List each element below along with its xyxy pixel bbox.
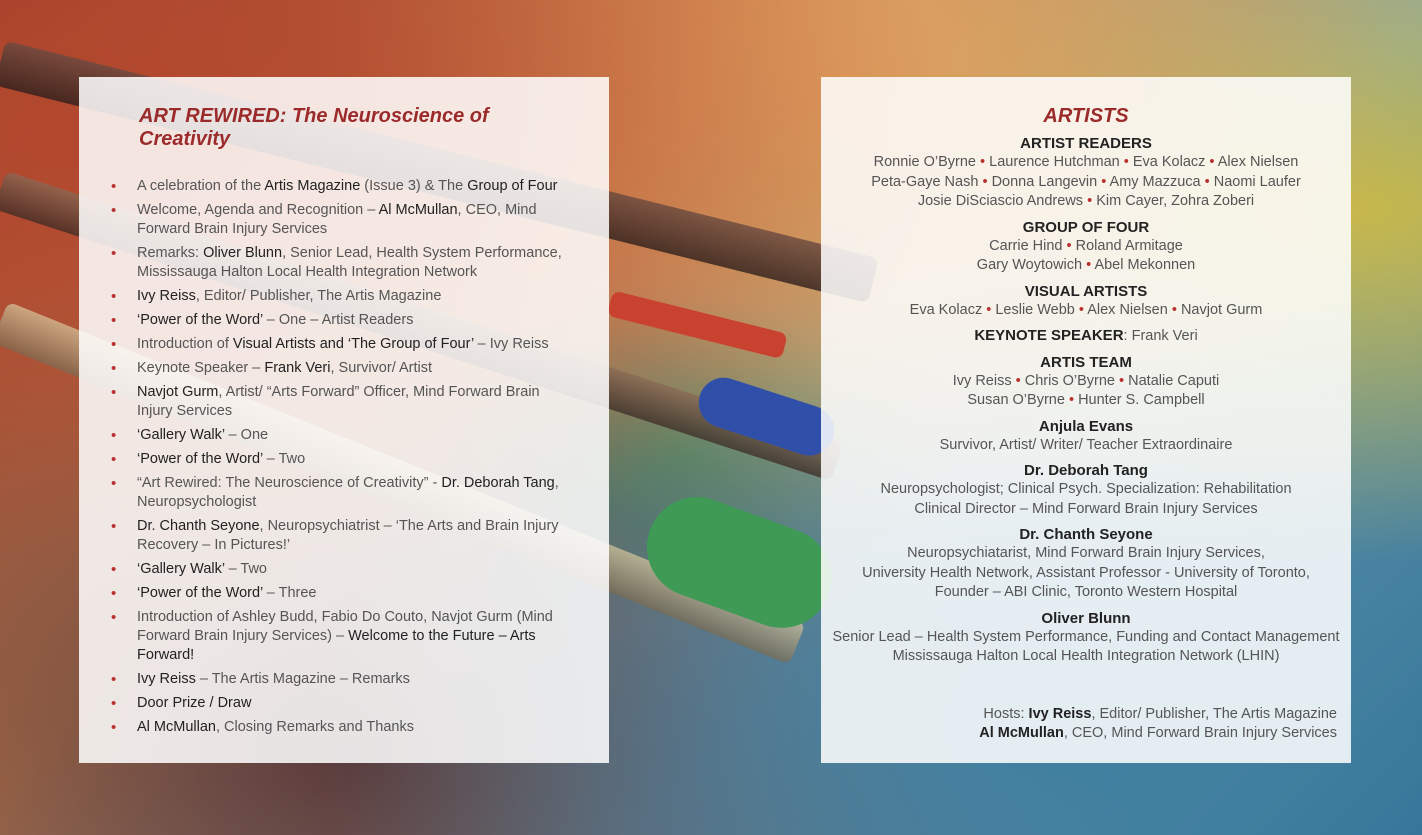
agenda-text: – The Artis Magazine – Remarks — [195, 671, 410, 687]
section-heading: ARTIS TEAM — [1040, 353, 1132, 371]
agenda-emphasis: ‘Power of the Word’ — [137, 312, 263, 328]
section-heading: GROUP OF FOUR — [1022, 218, 1150, 236]
agenda-text: Introduction of — [137, 336, 233, 352]
agenda-emphasis: ‘Power of the Word’ — [137, 451, 263, 467]
hosts-block — [979, 705, 1337, 743]
name-line — [831, 301, 1341, 321]
agenda-emphasis: Artis Magazine — [264, 178, 361, 194]
agenda-text: – One – Artist Readers — [262, 312, 414, 328]
bio-line: Founder – ABI Clinic, Toronto Western Hospital — [934, 584, 1238, 600]
separator-dot: • — [978, 173, 992, 190]
agenda-text: Welcome, Agenda and Recognition – — [137, 202, 379, 218]
person-name: Gary Woytowich — [976, 257, 1083, 273]
person-name: Susan O’Byrne — [967, 392, 1065, 408]
host-role: , CEO, Mind Forward Brain Injury Services — [1063, 725, 1337, 741]
agenda-text: – Two — [224, 561, 267, 577]
agenda-text: , Neuropsychologist — [137, 475, 559, 510]
separator-dot: • — [1062, 237, 1076, 254]
agenda-text: , Editor/ Publisher, The Artis Magazine — [195, 288, 442, 304]
agenda-text: Introduction of Ashley Budd, Fabio Do Couto, Navjot Gurm (Mind Forward Brain Injury Services) – — [137, 609, 553, 644]
keynote-name: : Frank Veri — [1123, 328, 1198, 344]
bio-oliver-blunn — [831, 609, 1341, 667]
agenda-text: , Closing Remarks and Thanks — [215, 719, 414, 735]
group-of-four-section — [831, 218, 1341, 276]
bio-deborah-tang — [831, 461, 1341, 519]
bio-line: Neuropsychologist; Clinical Psych. Specialization: Rehabilitation — [880, 481, 1292, 497]
agenda-emphasis: ‘Gallery Walk’ — [137, 427, 225, 443]
artis-team-section — [831, 353, 1341, 411]
agenda-item — [109, 177, 579, 196]
bio-name: Dr. Chanth Seyone — [1019, 526, 1153, 543]
agenda-item — [109, 359, 579, 378]
separator-dot: • — [1083, 193, 1097, 209]
separator-dot: • — [1074, 301, 1088, 318]
section-heading: VISUAL ARTISTS — [1024, 282, 1148, 300]
agenda-item — [109, 287, 579, 306]
agenda-item — [109, 560, 579, 579]
agenda-item — [109, 201, 579, 239]
separator-dot: • — [982, 301, 996, 318]
name-line — [831, 153, 1341, 173]
agenda-item — [109, 517, 579, 555]
person-name: Eva Kolacz — [1132, 154, 1206, 170]
agenda-text: “Art Rewired: The Neuroscience of Creativity” - — [137, 475, 442, 491]
separator-dot: • — [1200, 173, 1214, 190]
agenda-text: A celebration of the — [137, 178, 265, 194]
person-name: Chris O’Byrne — [1024, 372, 1115, 389]
agenda-item — [109, 608, 579, 665]
agenda-text: Keynote Speaker – — [137, 360, 265, 376]
artists-title: ARTISTS — [1043, 105, 1129, 127]
agenda-emphasis: Frank Veri — [264, 360, 331, 376]
agenda-text: (Issue 3) & The — [360, 178, 468, 194]
bio-name: Oliver Blunn — [1041, 609, 1131, 627]
artists-panel — [821, 77, 1351, 763]
person-name: Laurence Hutchman — [989, 154, 1120, 170]
name-line — [831, 256, 1341, 276]
person-name: Navjot Gurm — [1180, 301, 1263, 318]
name-line — [831, 372, 1341, 392]
agenda-text: , CEO, Mind Forward Brain Injury Services — [137, 202, 537, 237]
person-name: Abel Mekonnen — [1094, 257, 1196, 273]
host-role: , Editor/ Publisher, The Artis Magazine — [1091, 706, 1337, 722]
person-name: Peta-Gaye Nash — [871, 173, 979, 190]
agenda-emphasis: Group of Four — [467, 178, 558, 194]
person-name: Natalie Caputi — [1128, 372, 1220, 389]
agenda-item — [109, 244, 579, 282]
person-name: Hunter S. Campbell — [1078, 392, 1205, 408]
separator-dot: • — [1119, 154, 1133, 170]
program-panel — [79, 77, 609, 763]
section-heading: KEYNOTE SPEAKER — [974, 327, 1124, 344]
agenda-item — [109, 584, 579, 603]
agenda-emphasis: Dr. Chanth Seyone — [137, 518, 260, 534]
agenda-item — [109, 718, 579, 737]
host-name: Al McMullan — [979, 725, 1064, 741]
agenda-emphasis: Ivy Reiss — [137, 671, 196, 687]
agenda-text: Remarks: — [137, 245, 204, 261]
agenda-emphasis: Door Prize / Draw — [137, 695, 252, 711]
visual-artists-section — [831, 282, 1341, 321]
separator-dot: • — [976, 154, 990, 170]
person-name: Alex Nielsen — [1217, 154, 1299, 170]
agenda-item — [109, 474, 579, 512]
separator-dot: • — [1082, 257, 1095, 273]
agenda-emphasis: Al McMullan — [137, 719, 216, 735]
program-title: ART REWIRED: The Neuroscience of Creativity — [139, 105, 489, 150]
bio-line: Survivor, Artist/ Writer/ Teacher Extraordinaire — [939, 436, 1233, 453]
host-line — [979, 724, 1337, 743]
agenda-item — [109, 670, 579, 689]
person-name: Eva Kolacz — [909, 301, 983, 318]
bio-name: Anjula Evans — [1038, 417, 1134, 435]
person-name: Josie DiSciascio Andrews — [917, 193, 1084, 209]
bio-name: Dr. Deborah Tang — [1024, 462, 1148, 479]
agenda-emphasis: Ivy Reiss — [137, 288, 196, 304]
name-line — [831, 173, 1341, 193]
agenda-item — [109, 311, 579, 330]
agenda-text: – Ivy Reiss — [473, 336, 549, 352]
name-line — [831, 192, 1341, 212]
person-name: Kim Cayer, Zohra Zoberi — [1096, 193, 1255, 209]
bio-chanth-seyone — [831, 525, 1341, 603]
agenda-item — [109, 450, 579, 469]
bio-line: Mississauga Halton Local Health Integration Network (LHIN) — [892, 648, 1280, 664]
name-line — [831, 391, 1341, 411]
separator-dot: • — [1167, 301, 1181, 318]
hosts-label: Hosts: — [983, 706, 1029, 722]
agenda-text: , Neuropsychiatrist – ‘The Arts and Brain Injury Recovery – In Pictures!’ — [137, 518, 559, 553]
keynote-section — [831, 326, 1341, 347]
artist-readers-section — [831, 134, 1341, 212]
person-name: Naomi Laufer — [1213, 173, 1301, 190]
agenda-emphasis: ‘Gallery Walk’ — [137, 561, 225, 577]
bio-line: Senior Lead – Health System Performance, Funding and Contact Management — [832, 628, 1340, 645]
agenda-emphasis: Dr. Deborah Tang — [441, 475, 555, 491]
section-heading: ARTIST READERS — [1020, 135, 1152, 152]
agenda-text: – Two — [262, 451, 306, 467]
agenda-emphasis: ‘Power of the Word’ — [137, 585, 263, 601]
separator-dot: • — [1011, 372, 1025, 389]
agenda-text: – Three — [262, 585, 317, 601]
bio-line: University Health Network, Assistant Professor - University of Toronto, — [862, 564, 1310, 581]
agenda-item — [109, 335, 579, 354]
person-name: Ronnie O’Byrne — [873, 154, 976, 170]
person-name: Alex Nielsen — [1087, 301, 1168, 318]
person-name: Amy Mazzuca — [1109, 173, 1201, 190]
agenda-text: , Senior Lead, Health System Performance, Mississauga Halton Local Health Integration Network — [137, 245, 562, 280]
separator-dot: • — [1064, 392, 1079, 408]
host-name: Ivy Reiss — [1028, 706, 1092, 722]
host-line — [979, 705, 1337, 724]
separator-dot: • — [1205, 154, 1218, 170]
agenda-item — [109, 694, 579, 713]
agenda-emphasis: Navjot Gurm — [137, 384, 219, 400]
agenda-emphasis: Oliver Blunn — [203, 245, 283, 261]
bio-line: Neuropsychiatarist, Mind Forward Brain Injury Services, — [907, 545, 1265, 561]
agenda-text: , Survivor/ Artist — [330, 360, 432, 376]
separator-dot: • — [1115, 372, 1129, 389]
bio-line: Clinical Director – Mind Forward Brain Injury Services — [914, 500, 1258, 517]
name-line — [831, 237, 1341, 257]
person-name: Leslie Webb — [995, 301, 1075, 318]
person-name: Donna Langevin — [991, 173, 1098, 190]
bio-anjula-evans — [831, 417, 1341, 456]
person-name: Roland Armitage — [1075, 237, 1183, 254]
agenda-emphasis: Al McMullan — [378, 202, 458, 218]
agenda-text: , Artist/ “Arts Forward” Officer, Mind Forward Brain Injury Services — [137, 384, 540, 419]
agenda-item — [109, 426, 579, 445]
agenda-emphasis: Visual Artists and ‘The Group of Four’ — [232, 336, 474, 352]
agenda-item — [109, 383, 579, 421]
person-name: Carrie Hind — [989, 237, 1063, 254]
person-name: Ivy Reiss — [952, 372, 1012, 389]
agenda-emphasis: Welcome to the Future – Arts Forward! — [137, 628, 536, 663]
agenda-list — [109, 177, 579, 737]
agenda-text: – One — [224, 427, 269, 443]
separator-dot: • — [1097, 173, 1110, 190]
